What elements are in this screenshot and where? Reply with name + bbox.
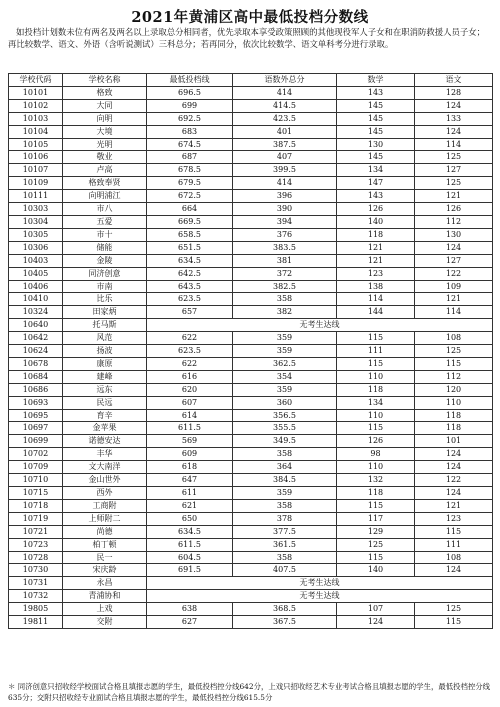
cell-code: 10109 <box>9 177 63 190</box>
cell-total-three: 383.5 <box>233 241 337 254</box>
cell-math: 98 <box>337 448 415 461</box>
cell-chinese: 124 <box>415 487 493 500</box>
cell-school: 五爱 <box>63 215 147 228</box>
cell-code: 10730 <box>9 564 63 577</box>
table-row <box>9 203 493 216</box>
table-row <box>9 590 493 603</box>
cell-total-three: 362.5 <box>233 357 337 370</box>
cell-chinese: 108 <box>415 551 493 564</box>
cell-chinese: 124 <box>415 448 493 461</box>
cell-chinese: 101 <box>415 435 493 448</box>
cell-min-score: 620 <box>147 383 233 396</box>
cell-chinese: 121 <box>415 293 493 306</box>
cell-total-three: 354 <box>233 370 337 383</box>
cell-min-score: 638 <box>147 603 233 616</box>
cell-total-three: 382.5 <box>233 280 337 293</box>
table-row <box>9 254 493 267</box>
cell-total-three: 364 <box>233 461 337 474</box>
table-row <box>9 241 493 254</box>
cell-chinese: 109 <box>415 280 493 293</box>
cell-chinese: 128 <box>415 86 493 99</box>
cell-total-three: 401 <box>233 125 337 138</box>
cell-chinese: 122 <box>415 267 493 280</box>
cell-chinese: 108 <box>415 332 493 345</box>
cell-code: 10107 <box>9 164 63 177</box>
cell-chinese: 114 <box>415 138 493 151</box>
table-row <box>9 499 493 512</box>
cell-math: 115 <box>337 332 415 345</box>
cell-min-score: 669.5 <box>147 215 233 228</box>
cell-total-three: 368.5 <box>233 603 337 616</box>
table-row <box>9 267 493 280</box>
cell-min-score: 621 <box>147 499 233 512</box>
cell-code: 10105 <box>9 138 63 151</box>
cell-chinese: 125 <box>415 603 493 616</box>
intro-paragraph: 如投档计划数未位有两名及两名以上录取总分相同者，优先录取本享受政策照顾的其他现役军人子女和在职消防救援人员子女；再比较数学、语文、外语（含听说测试）三科总分；若再同分，依次比较数学、语文单科考分进行录取。 <box>8 27 485 49</box>
cell-school: 市十 <box>63 228 147 241</box>
cell-chinese: 115 <box>415 357 493 370</box>
cell-code: 10709 <box>9 461 63 474</box>
cell-chinese: 120 <box>415 383 493 396</box>
header-school: 学校名称 <box>63 74 147 87</box>
cell-school: 格致 <box>63 86 147 99</box>
header-math: 数学 <box>337 74 415 87</box>
cell-math: 110 <box>337 461 415 474</box>
cell-code: 10697 <box>9 422 63 435</box>
cell-total-three: 414 <box>233 86 337 99</box>
cell-school: 丰华 <box>63 448 147 461</box>
cell-min-score: 611.5 <box>147 538 233 551</box>
cell-min-score: 569 <box>147 435 233 448</box>
cell-code: 10640 <box>9 319 63 332</box>
cell-total-three: 414.5 <box>233 99 337 112</box>
cell-min-score: 658.5 <box>147 228 233 241</box>
cell-chinese: 121 <box>415 499 493 512</box>
cell-school: 田家炳 <box>63 306 147 319</box>
cell-math: 143 <box>337 190 415 203</box>
cell-min-score: 683 <box>147 125 233 138</box>
cell-chinese: 126 <box>415 203 493 216</box>
cell-math: 138 <box>337 280 415 293</box>
cell-chinese: 125 <box>415 177 493 190</box>
cell-min-score: 642.5 <box>147 267 233 280</box>
table-row <box>9 125 493 138</box>
cell-code: 10723 <box>9 538 63 551</box>
table-row <box>9 370 493 383</box>
cell-total-three: 359 <box>233 383 337 396</box>
cell-math: 126 <box>337 203 415 216</box>
cell-school: 上师附二 <box>63 512 147 525</box>
cell-school: 柏丁顿 <box>63 538 147 551</box>
cell-min-score: 634.5 <box>147 254 233 267</box>
table-row <box>9 357 493 370</box>
cell-code: 10686 <box>9 383 63 396</box>
cell-no-qualifier: 无考生达线 <box>147 590 493 603</box>
cell-math: 117 <box>337 512 415 525</box>
cell-chinese: 111 <box>415 538 493 551</box>
cell-total-three: 349.5 <box>233 435 337 448</box>
cell-total-three: 359 <box>233 487 337 500</box>
cell-code: 10693 <box>9 396 63 409</box>
cell-code: 10403 <box>9 254 63 267</box>
cell-code: 10642 <box>9 332 63 345</box>
cell-min-score: 699 <box>147 99 233 112</box>
table-row <box>9 306 493 319</box>
cell-total-three: 358 <box>233 499 337 512</box>
cell-min-score: 623.5 <box>147 293 233 306</box>
cell-min-score: 623.5 <box>147 345 233 358</box>
cell-school: 格致奉贤 <box>63 177 147 190</box>
header-chinese: 语文 <box>415 74 493 87</box>
table-row <box>9 164 493 177</box>
table-row <box>9 422 493 435</box>
cell-code: 10710 <box>9 474 63 487</box>
cell-math: 145 <box>337 151 415 164</box>
table-row <box>9 112 493 125</box>
cell-school: 托马斯 <box>63 319 147 332</box>
cell-school: 风范 <box>63 332 147 345</box>
cell-code: 10719 <box>9 512 63 525</box>
cell-total-three: 372 <box>233 267 337 280</box>
table-row <box>9 293 493 306</box>
cell-total-three: 355.5 <box>233 422 337 435</box>
table-row <box>9 332 493 345</box>
cell-total-three: 361.5 <box>233 538 337 551</box>
table-row <box>9 319 493 332</box>
cell-min-score: 614 <box>147 409 233 422</box>
cell-min-score: 609 <box>147 448 233 461</box>
cell-min-score: 657 <box>147 306 233 319</box>
cell-code: 10721 <box>9 525 63 538</box>
cell-min-score: 611 <box>147 487 233 500</box>
table-row <box>9 138 493 151</box>
cell-chinese: 118 <box>415 422 493 435</box>
cell-math: 118 <box>337 383 415 396</box>
cell-math: 132 <box>337 474 415 487</box>
cell-code: 10303 <box>9 203 63 216</box>
cell-math: 124 <box>337 616 415 629</box>
cell-total-three: 359 <box>233 345 337 358</box>
cell-total-three: 414 <box>233 177 337 190</box>
cell-chinese: 124 <box>415 564 493 577</box>
cell-total-three: 399.5 <box>233 164 337 177</box>
header-total-three: 语数外总分 <box>233 74 337 87</box>
cell-code: 10101 <box>9 86 63 99</box>
cell-min-score: 647 <box>147 474 233 487</box>
cell-code: 10102 <box>9 99 63 112</box>
cell-school: 金苹果 <box>63 422 147 435</box>
table-row <box>9 603 493 616</box>
cell-code: 19811 <box>9 616 63 629</box>
cell-code: 10324 <box>9 306 63 319</box>
cell-chinese: 110 <box>415 396 493 409</box>
table-row <box>9 577 493 590</box>
cell-min-score: 696.5 <box>147 86 233 99</box>
cell-school: 交附 <box>63 616 147 629</box>
cell-school: 金山世外 <box>63 474 147 487</box>
cell-total-three: 384.5 <box>233 474 337 487</box>
cell-min-score: 692.5 <box>147 112 233 125</box>
cell-chinese: 127 <box>415 254 493 267</box>
cell-min-score: 607 <box>147 396 233 409</box>
table-row <box>9 396 493 409</box>
cell-school: 青浦协和 <box>63 590 147 603</box>
cell-code: 10410 <box>9 293 63 306</box>
cell-math: 140 <box>337 564 415 577</box>
cell-total-three: 367.5 <box>233 616 337 629</box>
cell-min-score: 650 <box>147 512 233 525</box>
cell-math: 129 <box>337 525 415 538</box>
cell-min-score: 651.5 <box>147 241 233 254</box>
cell-code: 10684 <box>9 370 63 383</box>
table-row <box>9 151 493 164</box>
cell-school: 永昌 <box>63 577 147 590</box>
table-row <box>9 448 493 461</box>
cell-school: 民远 <box>63 396 147 409</box>
table-row <box>9 512 493 525</box>
table-row <box>9 461 493 474</box>
cell-chinese: 118 <box>415 409 493 422</box>
cell-min-score: 672.5 <box>147 190 233 203</box>
cell-school: 远东 <box>63 383 147 396</box>
table-row <box>9 86 493 99</box>
cell-total-three: 394 <box>233 215 337 228</box>
cell-total-three: 376 <box>233 228 337 241</box>
cell-no-qualifier: 无考生达线 <box>147 319 493 332</box>
cell-code: 10304 <box>9 215 63 228</box>
cell-chinese: 127 <box>415 164 493 177</box>
cell-code: 10306 <box>9 241 63 254</box>
cell-code: 10731 <box>9 577 63 590</box>
cell-total-three: 387.5 <box>233 138 337 151</box>
cell-school: 大境 <box>63 125 147 138</box>
cell-min-score: 691.5 <box>147 564 233 577</box>
cell-total-three: 358 <box>233 293 337 306</box>
cell-school: 建峰 <box>63 370 147 383</box>
cell-total-three: 377.5 <box>233 525 337 538</box>
cell-chinese: 124 <box>415 99 493 112</box>
cell-math: 111 <box>337 345 415 358</box>
cell-math: 110 <box>337 409 415 422</box>
cell-code: 10305 <box>9 228 63 241</box>
cell-code: 10103 <box>9 112 63 125</box>
cell-code: 10695 <box>9 409 63 422</box>
cell-chinese: 130 <box>415 228 493 241</box>
cell-math: 115 <box>337 357 415 370</box>
cell-min-score: 679.5 <box>147 177 233 190</box>
cell-code: 10699 <box>9 435 63 448</box>
cell-math: 147 <box>337 177 415 190</box>
cell-min-score: 678.5 <box>147 164 233 177</box>
cell-math: 125 <box>337 538 415 551</box>
cell-chinese: 115 <box>415 525 493 538</box>
cell-math: 134 <box>337 164 415 177</box>
table-header-row <box>9 74 493 87</box>
cell-total-three: 378 <box>233 512 337 525</box>
cell-school: 民一 <box>63 551 147 564</box>
cell-chinese: 123 <box>415 512 493 525</box>
cell-chinese: 121 <box>415 190 493 203</box>
cell-code: 10406 <box>9 280 63 293</box>
cell-school: 育辛 <box>63 409 147 422</box>
table-row <box>9 409 493 422</box>
cell-code: 19805 <box>9 603 63 616</box>
cell-math: 143 <box>337 86 415 99</box>
cell-school: 同济创意 <box>63 267 147 280</box>
cell-math: 115 <box>337 499 415 512</box>
cell-chinese: 112 <box>415 215 493 228</box>
cell-total-three: 358 <box>233 448 337 461</box>
cell-code: 10718 <box>9 499 63 512</box>
cell-math: 110 <box>337 370 415 383</box>
cell-code: 10111 <box>9 190 63 203</box>
cell-school: 宋庆龄 <box>63 564 147 577</box>
page-title: 2021年黄浦区高中最低投档分数线 <box>131 9 369 26</box>
cell-school: 卢高 <box>63 164 147 177</box>
table-row <box>9 99 493 112</box>
cell-chinese: 124 <box>415 241 493 254</box>
cell-code: 10715 <box>9 487 63 500</box>
cell-school: 诺德安达 <box>63 435 147 448</box>
cell-math: 121 <box>337 241 415 254</box>
cell-code: 10732 <box>9 590 63 603</box>
cell-math: 115 <box>337 551 415 564</box>
cell-min-score: 616 <box>147 370 233 383</box>
cell-math: 145 <box>337 99 415 112</box>
cell-school: 文大南洋 <box>63 461 147 474</box>
table-row <box>9 345 493 358</box>
cell-min-score: 627 <box>147 616 233 629</box>
cell-chinese: 125 <box>415 151 493 164</box>
cell-math: 123 <box>337 267 415 280</box>
table-body <box>9 86 493 628</box>
table-row <box>9 435 493 448</box>
cell-min-score: 622 <box>147 332 233 345</box>
cell-math: 140 <box>337 215 415 228</box>
cell-math: 126 <box>337 435 415 448</box>
cell-school: 向明 <box>63 112 147 125</box>
cell-chinese: 114 <box>415 306 493 319</box>
table-row <box>9 487 493 500</box>
cell-total-three: 390 <box>233 203 337 216</box>
table-row <box>9 190 493 203</box>
cell-min-score: 622 <box>147 357 233 370</box>
table-row <box>9 551 493 564</box>
cell-total-three: 360 <box>233 396 337 409</box>
cell-no-qualifier: 无考生达线 <box>147 577 493 590</box>
cell-math: 144 <box>337 306 415 319</box>
cell-code: 10702 <box>9 448 63 461</box>
cell-chinese: 124 <box>415 125 493 138</box>
cell-school: 西外 <box>63 487 147 500</box>
cell-total-three: 382 <box>233 306 337 319</box>
cell-school: 大同 <box>63 99 147 112</box>
cell-min-score: 664 <box>147 203 233 216</box>
cell-chinese: 133 <box>415 112 493 125</box>
header-min-score: 最低投档线 <box>147 74 233 87</box>
cell-total-three: 407 <box>233 151 337 164</box>
cell-chinese: 112 <box>415 370 493 383</box>
cell-school: 储能 <box>63 241 147 254</box>
score-table <box>8 73 493 629</box>
cell-math: 145 <box>337 125 415 138</box>
cell-school: 向明浦江 <box>63 190 147 203</box>
table-row <box>9 474 493 487</box>
cell-math: 118 <box>337 228 415 241</box>
cell-school: 光明 <box>63 138 147 151</box>
table-row <box>9 383 493 396</box>
cell-code: 10678 <box>9 357 63 370</box>
cell-min-score: 604.5 <box>147 551 233 564</box>
table-row <box>9 280 493 293</box>
cell-school: 市八 <box>63 203 147 216</box>
cell-code: 10624 <box>9 345 63 358</box>
cell-math: 130 <box>337 138 415 151</box>
cell-math: 134 <box>337 396 415 409</box>
cell-code: 10106 <box>9 151 63 164</box>
cell-math: 115 <box>337 422 415 435</box>
cell-school: 比乐 <box>63 293 147 306</box>
table-row <box>9 538 493 551</box>
cell-total-three: 356.5 <box>233 409 337 422</box>
cell-total-three: 396 <box>233 190 337 203</box>
table-row <box>9 177 493 190</box>
cell-school: 敬业 <box>63 151 147 164</box>
cell-min-score: 611.5 <box>147 422 233 435</box>
cell-school: 上戏 <box>63 603 147 616</box>
footnote: ＊ 同济创意只招收经学校面试合格且填报志愿的学生，最低投档控分线642分，上戏只招收经艺术专业考试合格且填报志愿的学生，最低投档控分线635分；交附只招收经专业面试合格且填报志愿的学生，最低投档控分线615.5分 <box>8 682 491 702</box>
cell-chinese: 124 <box>415 461 493 474</box>
cell-chinese: 125 <box>415 345 493 358</box>
table-row <box>9 525 493 538</box>
cell-math: 145 <box>337 112 415 125</box>
table-row <box>9 616 493 629</box>
cell-school: 康原 <box>63 357 147 370</box>
cell-min-score: 643.5 <box>147 280 233 293</box>
cell-school: 金陵 <box>63 254 147 267</box>
cell-code: 10104 <box>9 125 63 138</box>
cell-total-three: 423.5 <box>233 112 337 125</box>
table-row <box>9 215 493 228</box>
cell-school: 工商附 <box>63 499 147 512</box>
cell-min-score: 618 <box>147 461 233 474</box>
cell-code: 10405 <box>9 267 63 280</box>
cell-total-three: 359 <box>233 332 337 345</box>
cell-school: 市南 <box>63 280 147 293</box>
cell-school: 扬波 <box>63 345 147 358</box>
cell-total-three: 407.5 <box>233 564 337 577</box>
cell-min-score: 674.5 <box>147 138 233 151</box>
cell-math: 114 <box>337 293 415 306</box>
cell-math: 121 <box>337 254 415 267</box>
cell-min-score: 634.5 <box>147 525 233 538</box>
cell-chinese: 115 <box>415 616 493 629</box>
header-code: 学校代码 <box>9 74 63 87</box>
table-row <box>9 228 493 241</box>
cell-code: 10728 <box>9 551 63 564</box>
table-row <box>9 564 493 577</box>
cell-math: 107 <box>337 603 415 616</box>
cell-school: 尚德 <box>63 525 147 538</box>
cell-total-three: 358 <box>233 551 337 564</box>
cell-math: 118 <box>337 487 415 500</box>
cell-min-score: 687 <box>147 151 233 164</box>
cell-chinese: 122 <box>415 474 493 487</box>
cell-total-three: 381 <box>233 254 337 267</box>
